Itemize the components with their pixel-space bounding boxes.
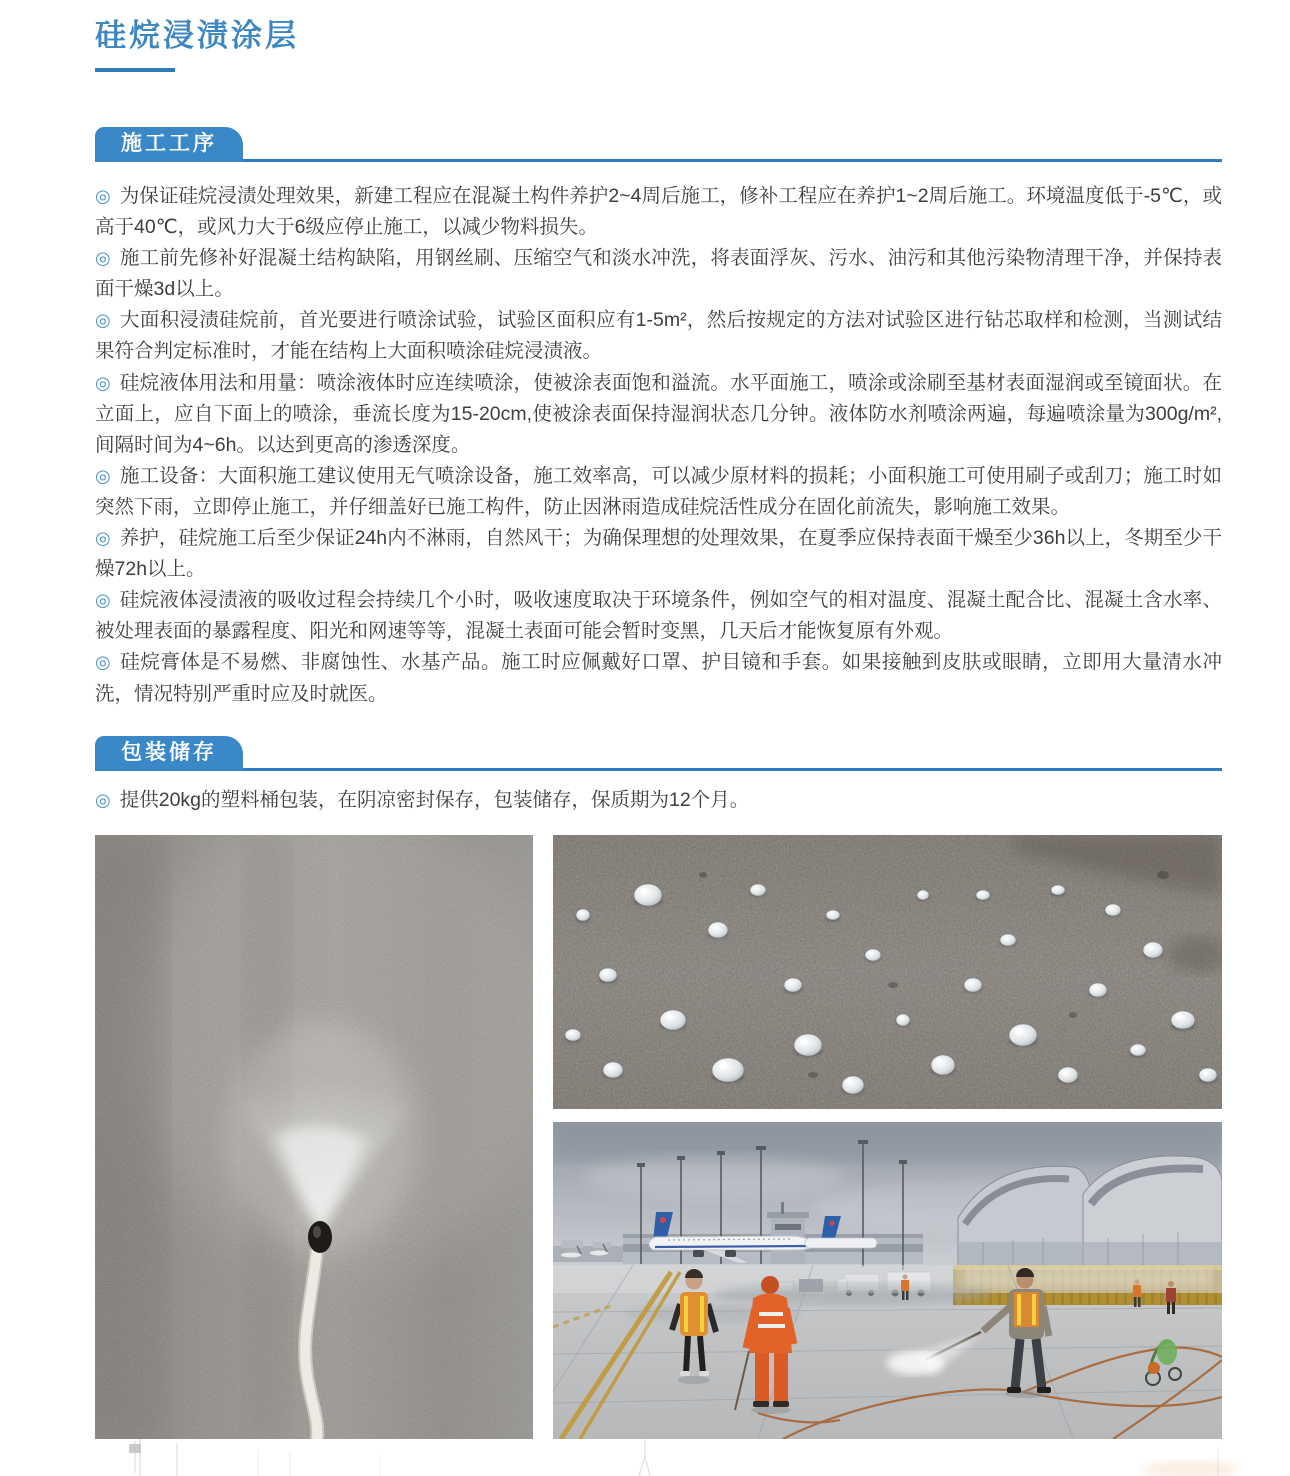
section-heading-packaging-storage: 包装储存 bbox=[95, 736, 243, 771]
bullet-marker-icon: ◎ bbox=[95, 310, 112, 331]
bullet-text: 硅烷膏体是不易燃、非腐蚀性、水基产品。施工时应佩戴好口罩、护目镜和手套。如果接触到皮肤或眼睛，立即用大量清水冲洗，情况特别严重时应及时就医。 bbox=[95, 651, 1222, 705]
packaging-storage-bullet-list bbox=[95, 785, 1222, 816]
bottom-page-artifacts bbox=[0, 1439, 1290, 1476]
hydrophobic-water-beads-photo bbox=[553, 835, 1222, 1109]
construction-procedure-bullet-list bbox=[95, 181, 1222, 710]
bullet-marker-icon: ◎ bbox=[95, 590, 111, 611]
bullet-marker-icon: ◎ bbox=[95, 465, 111, 486]
section-rule bbox=[95, 768, 1222, 771]
bullet-text: 提供20kg的塑料桶包装，在阴凉密封保存，包装储存，保质期为12个月。 bbox=[119, 789, 750, 811]
bullet-text: 硅烷液体浸渍液的吸收过程会持续几个小时，吸收速度取决于环境条件，例如空气的相对温度、混凝土配合比、混凝土含水率、被处理表面的暴露程度、阳光和网速等等，混凝土表面可能会暂时变黑，几天后才能恢复原有外观。 bbox=[95, 589, 1222, 643]
bullet-item bbox=[95, 243, 1222, 305]
section-rule bbox=[95, 159, 1222, 162]
bullet-text: 为保证硅烷浸渍处理效果，新建工程应在混凝土构件养护2~4周后施工，修补工程应在养护1~2周后施工。环境温度低于-5℃，或高于40℃，或风力大于6级应停止施工，以减少物料损失。 bbox=[95, 185, 1222, 239]
bullet-marker-icon: ◎ bbox=[95, 652, 112, 673]
bullet-text: 施工设备：大面积施工建议使用无气喷涂设备，施工效率高，可以减少原材料的损耗；小面积施工可使用刷子或刮刀；施工时如突然下雨，立即停止施工，并仔细盖好已施工构件，防止因淋雨造成硅烷活性成分在固化前流失，影响施工效果。 bbox=[95, 464, 1222, 518]
bullet-marker-icon: ◎ bbox=[95, 372, 111, 393]
bullet-item bbox=[95, 585, 1222, 647]
title-accent-line bbox=[95, 68, 175, 72]
bullet-item bbox=[95, 181, 1222, 243]
bullet-marker-icon: ◎ bbox=[95, 790, 111, 810]
bullet-item bbox=[95, 368, 1222, 461]
bullet-marker-icon: ◎ bbox=[95, 528, 111, 549]
concrete-silane-spray-photo bbox=[95, 835, 533, 1439]
airport-apron-spraying-photo bbox=[553, 1122, 1222, 1439]
bullet-text: 大面积浸渍硅烷前，首光要进行喷涂试验，试验区面积应有1-5m²，然后按规定的方法对试验区进行钻芯取样和检测，当测试结果符合判定标准时，才能在结构上大面积喷涂硅烷浸渍液。 bbox=[95, 309, 1222, 363]
bullet-item bbox=[95, 305, 1222, 367]
bullet-item bbox=[95, 461, 1222, 523]
section-heading-construction-procedure: 施工工序 bbox=[95, 127, 243, 162]
bullet-item bbox=[95, 523, 1222, 585]
bullet-text: 养护，硅烷施工后至少保证24h内不淋雨，自然风干；为确保理想的处理效果，在夏季应保持表面干燥至少36h以上，冬期至少干燥72h以上。 bbox=[95, 527, 1222, 581]
bullet-text: 硅烷液体用法和用量：喷涂液体时应连续喷涂，使被涂表面饱和溢流。水平面施工，喷涂或涂刷至基材表面湿润或至镜面状。在立面上，应自下面上的喷涂，垂流长度为15-20cm,使被涂表面保持湿润状态几分钟。液体防水剂喷涂两遍，每遍喷涂量为300g/m²,间隔时间为4~6h。以达到更高的渗透深度。 bbox=[95, 371, 1222, 456]
bullet-text: 施工前先修补好混凝土结构缺陷，用钢丝刷、压缩空气和淡水冲洗，将表面浮灰、污水、油污和其他污染物清理干净，并保持表面干燥3d以上。 bbox=[95, 247, 1222, 301]
bullet-item bbox=[95, 785, 1222, 816]
bullet-marker-icon: ◎ bbox=[95, 186, 111, 206]
bullet-marker-icon: ◎ bbox=[95, 248, 111, 269]
page-title: 硅烷浸渍涂层 bbox=[95, 18, 299, 53]
bullet-item bbox=[95, 647, 1222, 709]
